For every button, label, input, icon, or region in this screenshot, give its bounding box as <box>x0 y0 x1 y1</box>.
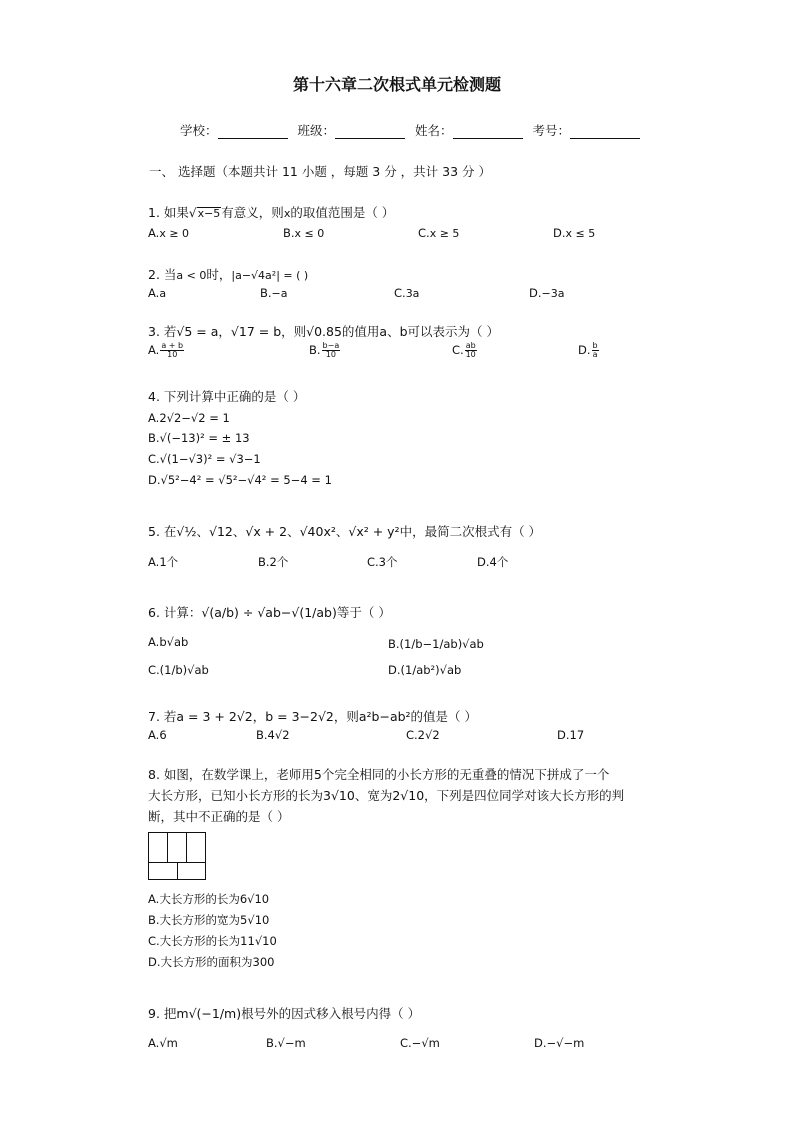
q3-option-a[interactable]: A. $\frac{a + b}{10}$ <box>148 341 184 359</box>
question-4: 4. 下列计算中正确的是（ ） <box>148 389 306 404</box>
q8-option-c[interactable]: C.大长方形的长为11√10 <box>148 934 277 948</box>
name-label: 姓名： <box>415 123 453 138</box>
q9-option-d[interactable]: D.−√−m <box>534 1036 585 1050</box>
q5-option-c[interactable]: C.3个 <box>367 555 398 569</box>
question-8-line1: 8. 如图，在数学课上，老师用5个完全相同的小长方形的无重叠的情况下拼成了一个 <box>148 767 610 782</box>
rectangle-figure <box>148 832 206 880</box>
page-title: 第十六章二次根式单元检测题 <box>292 75 501 94</box>
section-heading: 一、 选择题（本题共计 11 小题 ，每题 3 分 ，共计 33 分 ） <box>149 164 491 179</box>
figure-vertical-line-3 <box>177 862 178 879</box>
q7-option-b[interactable]: B.4√2 <box>256 728 290 742</box>
q5-option-b[interactable]: B.2个 <box>258 555 289 569</box>
question-9: 9. 把m√(−1/m)根号外的因式移入根号内得（ ） <box>148 1006 421 1021</box>
q3-option-d[interactable]: D. $\frac{b}{a}$ <box>578 341 598 359</box>
q2-option-b[interactable]: B.−a <box>260 286 288 300</box>
q9-option-a[interactable]: A.√m <box>148 1036 178 1050</box>
q6-option-d[interactable]: D.(1/ab²)√ab <box>388 663 462 677</box>
figure-vertical-line-1 <box>167 833 168 862</box>
q1-option-a[interactable]: A.x ≥ 0 <box>148 226 190 240</box>
class-field[interactable] <box>335 125 405 139</box>
number-label: 考号： <box>532 123 571 138</box>
question-3: 3. 若√5 = a，√17 = b，则√0.85的值用a、b可以表示为（ ） <box>148 324 499 339</box>
q1-option-d[interactable]: D.x ≤ 5 <box>553 226 596 240</box>
q1-option-c[interactable]: C.x ≥ 5 <box>418 226 460 240</box>
question-8-line2: 大长方形，已知小长方形的长为3√10、宽为2√10，下列是四位同学对该大长方形的判 <box>148 788 625 803</box>
q5-option-d[interactable]: D.4个 <box>477 555 509 569</box>
question-5: 5. 在√½、√12、√x + 2、√40x²、√x² + y²中，最简二次根式有（ ） <box>148 524 542 539</box>
q6-option-b[interactable]: B.(1/b−1/ab)√ab <box>388 637 484 651</box>
number-field[interactable] <box>570 125 640 139</box>
q6-option-c[interactable]: C.(1/b)√ab <box>148 663 209 677</box>
q3-option-c[interactable]: C. $\frac{ab}{10}$ <box>452 341 476 359</box>
q1-radicand: x−5 <box>197 207 221 220</box>
class-label: 班级： <box>297 123 336 138</box>
q2-option-d[interactable]: D.−3a <box>529 286 565 300</box>
question-7: 7. 若a = 3 + 2√2，b = 3−2√2，则a²b−ab²的值是（ ） <box>148 709 478 724</box>
q2-option-c[interactable]: C.3a <box>394 286 420 300</box>
q2-option-a[interactable]: A.a <box>148 286 167 300</box>
q5-option-a[interactable]: A.1个 <box>148 555 179 569</box>
q1-stem-pre: 1. 如果 <box>148 205 189 220</box>
figure-vertical-line-2 <box>186 833 187 862</box>
q8-option-b[interactable]: B.大长方形的宽为5√10 <box>148 913 270 927</box>
q7-option-d[interactable]: D.17 <box>557 728 585 742</box>
q1-stem-mid: 有意义，则 <box>221 205 284 220</box>
q9-option-c[interactable]: C.−√m <box>400 1036 440 1050</box>
q8-option-a[interactable]: A.大长方形的长为6√10 <box>148 892 270 906</box>
q4-option-d[interactable]: D.√5²−4² = √5²−√4² = 5−4 = 1 <box>148 473 332 487</box>
question-6: 6. 计算：√(a/b) ÷ √ab−√(1/ab)等于（ ） <box>148 605 391 620</box>
q4-option-a[interactable]: A.2√2−√2 = 1 <box>148 411 230 425</box>
question-2: 2. 当a < 0时，|a−√4a²| = ( ) <box>148 267 309 282</box>
q4-option-c[interactable]: C.√(1−√3)² = √3−1 <box>148 452 261 466</box>
name-field[interactable] <box>453 125 523 139</box>
school-label: 学校： <box>180 123 218 138</box>
q7-option-a[interactable]: A.6 <box>148 728 167 742</box>
q8-option-d[interactable]: D.大长方形的面积为300 <box>148 955 275 969</box>
q1-option-b[interactable]: B.x ≤ 0 <box>283 226 325 240</box>
q3-option-b[interactable]: B. $\frac{b-a}{10}$ <box>309 341 340 359</box>
school-field[interactable] <box>218 125 288 139</box>
q4-option-b[interactable]: B.√(−13)² = ± 13 <box>148 431 250 445</box>
question-1: 1. 如果√x−5有意义，则x的取值范围是（ ） <box>148 205 395 220</box>
q9-option-b[interactable]: B.√−m <box>266 1036 306 1050</box>
info-row <box>180 121 646 139</box>
q1-stem-post: 的取值范围是（ ） <box>290 205 395 220</box>
q1-var: x <box>283 207 291 220</box>
q7-option-c[interactable]: C.2√2 <box>406 728 440 742</box>
question-8-line3: 断，其中不正确的是（ ） <box>148 809 290 824</box>
q6-option-a[interactable]: A.b√ab <box>148 635 189 649</box>
